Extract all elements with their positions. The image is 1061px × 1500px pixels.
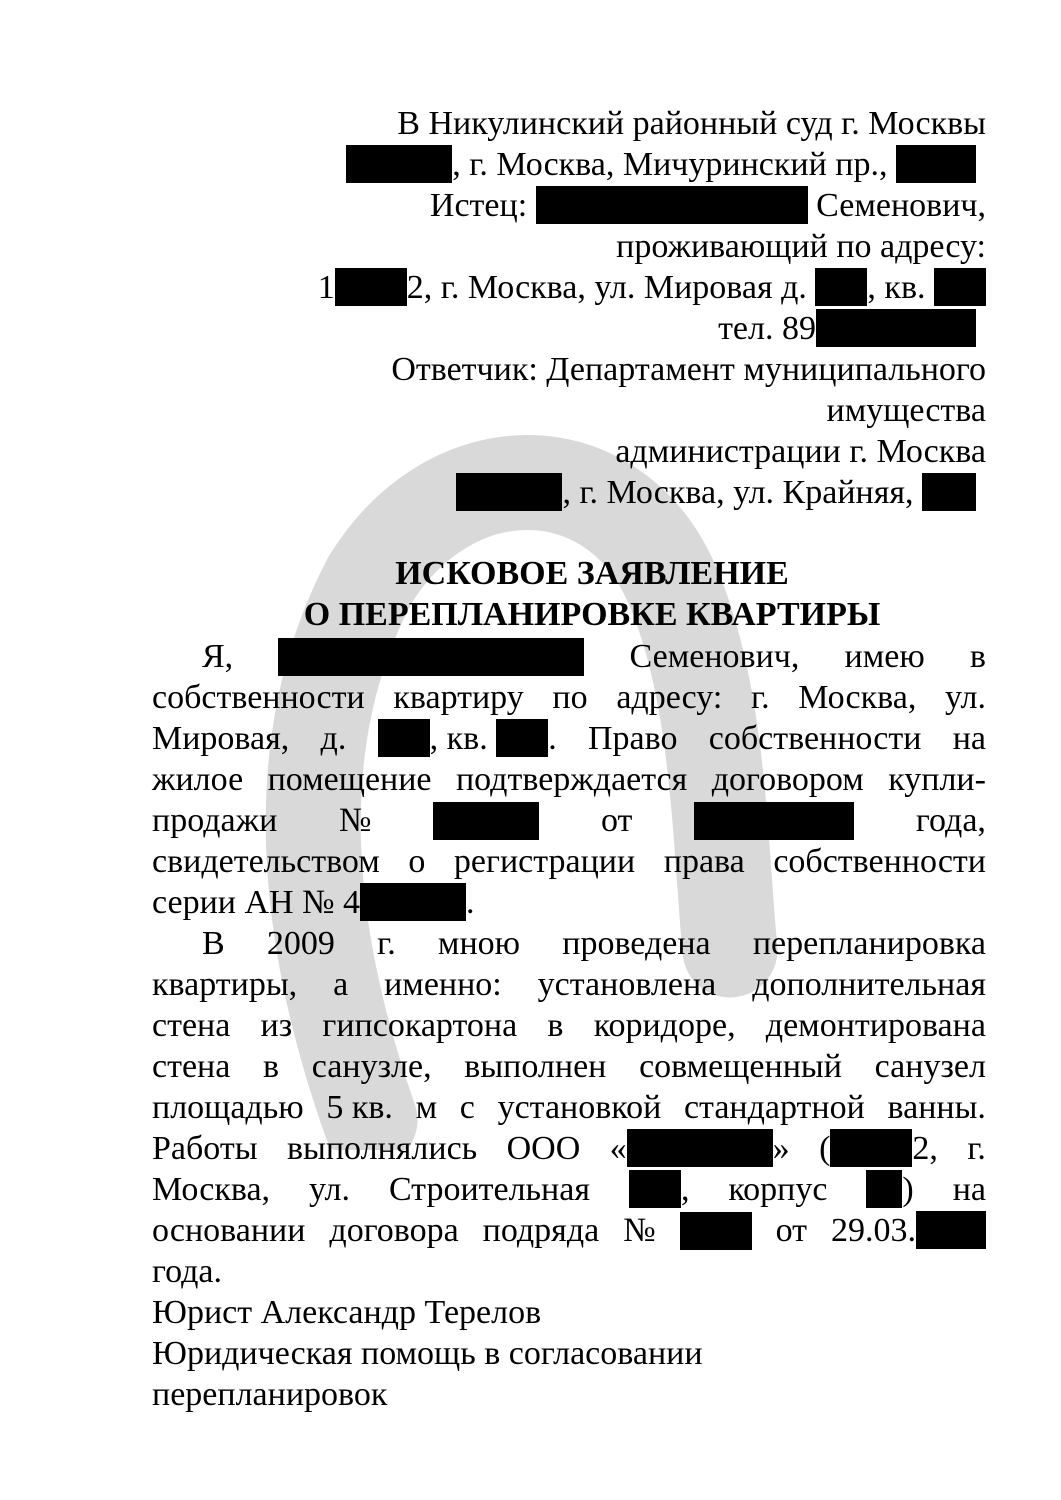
word: санузел	[874, 1048, 986, 1085]
phone-line	[152, 309, 976, 349]
word: проведена	[562, 925, 711, 962]
word: собственности	[708, 720, 922, 757]
word: Я,	[202, 638, 234, 675]
word: в	[969, 638, 986, 675]
word-group	[819, 1129, 938, 1169]
plaintiff-patronymic: Семенович,	[816, 187, 986, 224]
defendant-line-1	[152, 350, 986, 390]
word: ООО	[506, 1130, 581, 1167]
word: д.	[320, 720, 347, 757]
word: «	[609, 1130, 627, 1167]
plaintiff-address-line	[152, 268, 986, 308]
word: ванны.	[887, 1089, 986, 1126]
word: на	[952, 1171, 986, 1208]
word: Москва,	[152, 1171, 271, 1208]
redaction-block	[815, 268, 867, 306]
para2-line-3	[152, 1006, 986, 1046]
defendant-line-2	[152, 391, 986, 431]
service-description: перепланировок	[152, 1376, 388, 1413]
word: продажи	[152, 802, 278, 839]
word: регистрации	[453, 843, 636, 880]
word: Семенович,	[629, 638, 800, 675]
word-group	[378, 719, 557, 759]
word: стандартной	[683, 1089, 865, 1126]
phone-text: тел. 89	[718, 310, 816, 347]
word: №	[339, 802, 372, 839]
document-title: ИСКОВОЕ ЗАЯВЛЕНИЕ	[395, 555, 789, 592]
word: с	[459, 1089, 475, 1126]
defendant-text: имущества	[826, 392, 986, 429]
para2-line-5	[152, 1088, 986, 1128]
word-group	[831, 1211, 986, 1251]
word: собственности	[152, 679, 365, 716]
redaction-block	[278, 638, 584, 676]
word: из	[260, 1007, 293, 1044]
word: коридоре,	[593, 1007, 736, 1044]
word: г.	[377, 925, 396, 962]
redaction-block	[456, 473, 562, 511]
para1-line-3	[152, 719, 986, 759]
document-subtitle: О ПЕРЕПЛАНИРОВКЕ КВАРТИРЫ	[303, 596, 881, 633]
word: гипсокартона	[322, 1007, 518, 1044]
word: Строительная	[388, 1171, 590, 1208]
word: о	[408, 843, 426, 880]
para2-line-6	[152, 1129, 986, 1169]
word: г.	[750, 679, 770, 716]
word: года.	[152, 1253, 223, 1290]
para2-line-8	[152, 1211, 986, 1251]
redaction-block	[934, 268, 986, 306]
para2-line-7	[152, 1170, 986, 1210]
redaction-block	[680, 1212, 752, 1250]
court-name: В Никулинский районный суд г. Москвы	[397, 105, 986, 142]
word: ул.	[945, 679, 986, 716]
para1-line-1	[152, 637, 986, 677]
service-description: Юридическая помощь в согласовании	[152, 1335, 703, 1372]
redaction-block	[694, 802, 854, 840]
para1-line-2	[152, 678, 986, 718]
word: адресу:	[616, 679, 723, 716]
redaction-block	[433, 802, 539, 840]
word: основании	[152, 1212, 306, 1249]
word: »	[772, 1130, 790, 1167]
residing-line	[152, 227, 986, 267]
word: а	[333, 966, 349, 1003]
redaction-block	[335, 268, 407, 306]
redaction-block	[916, 1211, 986, 1249]
word: мною	[437, 925, 521, 962]
defendant-line-3	[152, 432, 986, 472]
para1-line-7	[152, 883, 986, 923]
word: совмещенный	[639, 1048, 842, 1085]
word: Москва,	[798, 679, 917, 716]
word: м	[415, 1089, 438, 1126]
word: В	[202, 925, 225, 962]
word: от	[775, 1212, 807, 1249]
word: №	[623, 1212, 656, 1249]
court-line	[152, 104, 986, 144]
word: квартиры,	[152, 966, 298, 1003]
defendant-text: администрации г. Москва	[615, 433, 986, 470]
title-line-2	[192, 595, 992, 635]
redaction-block	[816, 309, 976, 347]
word: договором	[711, 761, 864, 798]
redaction-block	[496, 719, 548, 757]
word: 2009	[266, 925, 335, 962]
word: г.	[967, 1130, 986, 1167]
title-line-1	[192, 554, 992, 594]
word: стена	[152, 1007, 231, 1044]
word: права	[663, 843, 745, 880]
word: ,	[680, 1171, 690, 1208]
word-group	[629, 1170, 690, 1210]
redaction-block	[922, 473, 976, 511]
defendant-address: , г. Москва, ул. Крайняя,	[562, 474, 914, 511]
word: санузле,	[311, 1048, 432, 1085]
word: перепланировка	[752, 925, 986, 962]
word: подтверждается	[455, 761, 688, 798]
residing-text: проживающий по адресу:	[616, 228, 986, 265]
address-street: 2, г. Москва, ул. Мировая д.	[406, 269, 807, 306]
redaction-block	[629, 1170, 681, 1208]
para2-line-2	[152, 965, 986, 1005]
footer-line-3	[152, 1375, 986, 1415]
word: подряда	[482, 1212, 600, 1249]
word: выполнялись	[286, 1130, 478, 1167]
redaction-block	[866, 1170, 902, 1208]
word: 2,	[912, 1130, 938, 1167]
court-address-line	[152, 145, 976, 185]
defendant-address-line	[152, 473, 976, 513]
redaction-block	[378, 719, 430, 757]
word-group	[610, 1129, 790, 1169]
word: по	[552, 679, 588, 716]
word: корпус	[728, 1171, 828, 1208]
word: в	[263, 1048, 280, 1085]
word: от	[601, 802, 633, 839]
word: 29.03.	[830, 1212, 916, 1249]
word: выполнен	[464, 1048, 607, 1085]
word: купли-	[888, 761, 986, 798]
word: Мировая,	[152, 720, 290, 757]
plaintiff-line	[152, 186, 986, 226]
word: .	[548, 720, 557, 757]
word: на	[952, 720, 986, 757]
word: договора	[329, 1212, 459, 1249]
word: жилое	[152, 761, 244, 798]
word: Право	[588, 720, 678, 757]
footer-line-2	[152, 1334, 986, 1374]
word: площадью	[152, 1089, 304, 1126]
word: квартиру	[393, 679, 524, 716]
word: 5 кв.	[326, 1089, 393, 1126]
word: )	[902, 1171, 914, 1208]
word: именно:	[384, 966, 502, 1003]
word: Работы	[152, 1130, 258, 1167]
para1-line-6	[152, 842, 986, 882]
word: установлена	[537, 966, 717, 1003]
redaction-block	[627, 1129, 773, 1167]
word: в	[547, 1007, 564, 1044]
word: ул.	[309, 1171, 350, 1208]
redaction-block	[360, 883, 466, 921]
word: .	[466, 884, 475, 921]
redaction-block	[346, 145, 452, 183]
word: дополнительная	[752, 966, 986, 1003]
footer-line-1	[152, 1293, 986, 1333]
para1-line-5	[152, 801, 986, 841]
word: (	[819, 1130, 831, 1167]
redaction-block	[536, 186, 808, 224]
word: собственности	[773, 843, 986, 880]
word: демонтирована	[765, 1007, 986, 1044]
lawyer-name: Юрист Александр Терелов	[152, 1294, 542, 1331]
word: , кв.	[429, 720, 488, 757]
word-group	[866, 1170, 913, 1210]
word: имею	[844, 638, 925, 675]
para2-line-1	[152, 924, 986, 964]
word: года,	[915, 802, 986, 839]
court-address: , г. Москва, Мичуринский пр.,	[452, 146, 888, 183]
defendant-text: Ответчик: Департамент муниципального	[391, 351, 986, 388]
para1-line-4	[152, 760, 986, 800]
word: помещение	[267, 761, 432, 798]
word: свидетельством	[152, 843, 380, 880]
para2-line-9	[152, 1252, 986, 1292]
address-prefix: 1	[317, 269, 335, 306]
redaction-block	[830, 1129, 912, 1167]
address-apartment-label: , кв.	[867, 269, 926, 306]
word: серии АН № 4	[152, 884, 361, 921]
para2-line-4	[152, 1047, 986, 1087]
redaction-block	[896, 145, 976, 183]
word: стена	[152, 1048, 231, 1085]
word: установкой	[497, 1089, 662, 1126]
plaintiff-label: Истец:	[429, 187, 528, 224]
